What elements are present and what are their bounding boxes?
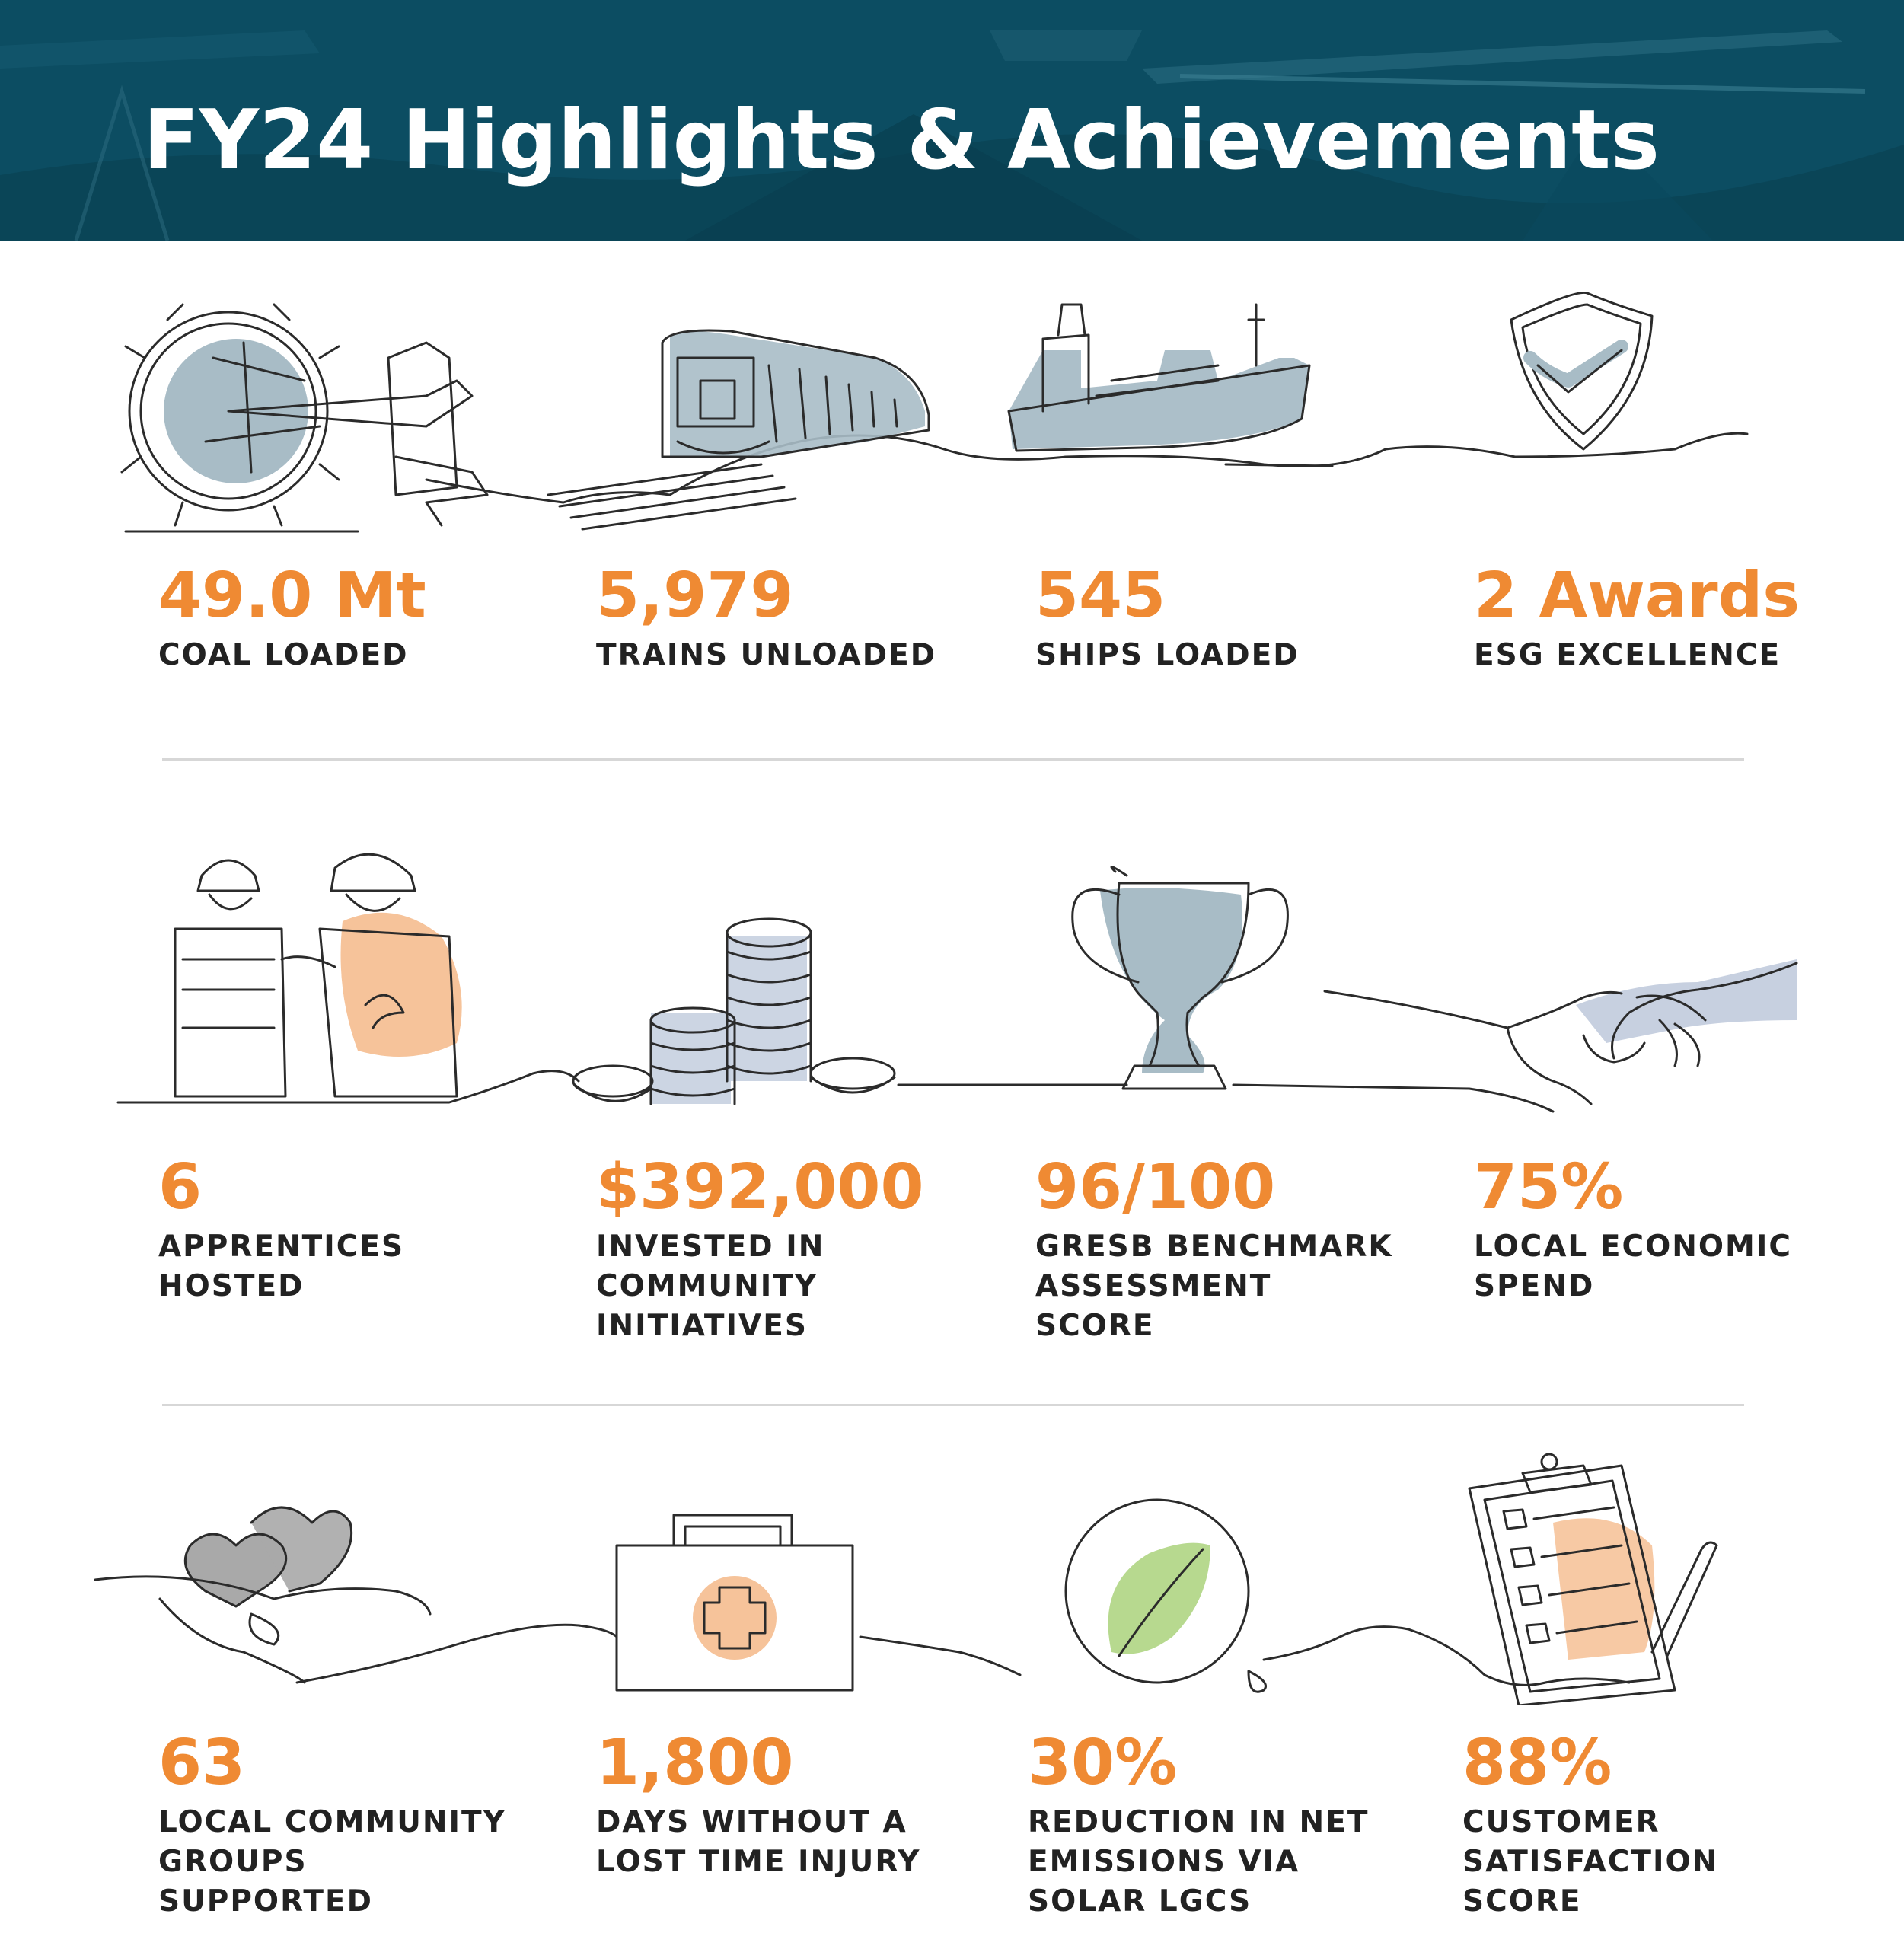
stat-caption: INVESTED IN COMMUNITY INITIATIVES xyxy=(596,1230,825,1343)
stat-value: 63 xyxy=(158,1727,246,1799)
stat-community-groups xyxy=(158,1727,554,1922)
clipboard-checklist-icon xyxy=(1469,1454,1717,1705)
ship-icon xyxy=(1009,305,1332,466)
stat-local-spend xyxy=(1474,1151,1870,1306)
stat-caption: REDUCTION IN NET EMISSIONS VIA SOLAR LGCS xyxy=(1028,1805,1370,1919)
first-aid-kit-icon xyxy=(617,1515,853,1690)
shield-check-icon xyxy=(1511,292,1652,449)
stat-caption: COAL LOADED xyxy=(158,638,409,672)
stat-value: 5,979 xyxy=(596,560,794,632)
row-3-continuous-line xyxy=(297,1625,1629,1685)
hand-hearts-icon xyxy=(95,1507,430,1683)
row-2-illustrations xyxy=(0,830,1904,1127)
stat-value: 1,800 xyxy=(596,1727,794,1799)
stat-esg-awards xyxy=(1474,560,1870,675)
row-1-continuous-line xyxy=(126,433,1747,531)
row-3-illustrations xyxy=(0,1447,1904,1705)
trophy-icon xyxy=(1073,867,1288,1089)
stat-caption: LOCAL ECONOMIC SPEND xyxy=(1474,1230,1792,1303)
stat-caption: GRESB BENCHMARK ASSESSMENT SCORE xyxy=(1035,1230,1393,1343)
stat-caption: ESG EXCELLENCE xyxy=(1474,638,1781,672)
stat-days-without-lti xyxy=(596,1727,992,1882)
header-banner xyxy=(0,0,1904,241)
stat-trains-unloaded xyxy=(596,560,992,675)
stat-value: 2 Awards xyxy=(1474,560,1800,632)
stat-gresb-score xyxy=(1035,1151,1431,1346)
row-divider-1 xyxy=(162,758,1744,761)
stat-emissions-reduction xyxy=(1028,1727,1424,1922)
stat-community-investment xyxy=(596,1151,992,1346)
stat-caption: DAYS WITHOUT A LOST TIME INJURY xyxy=(596,1805,921,1879)
row-1-illustrations xyxy=(0,282,1904,548)
stat-value: 6 xyxy=(158,1151,203,1223)
workers-icon xyxy=(175,854,462,1096)
stat-value: $392,000 xyxy=(596,1151,924,1223)
stat-value: 75% xyxy=(1474,1151,1624,1223)
coin-stacks-icon xyxy=(573,919,895,1104)
stat-value: 545 xyxy=(1035,560,1166,632)
stat-value: 88% xyxy=(1462,1727,1612,1799)
stat-caption: SHIPS LOADED xyxy=(1035,638,1300,672)
stat-caption: TRAINS UNLOADED xyxy=(596,638,937,672)
stat-caption: APPRENTICES HOSTED xyxy=(158,1230,405,1303)
stat-value: 30% xyxy=(1028,1727,1178,1799)
stat-caption: CUSTOMER SATISFACTION SCORE xyxy=(1462,1805,1719,1919)
stat-value: 96/100 xyxy=(1035,1151,1276,1223)
stat-coal-loaded xyxy=(158,560,554,675)
stat-apprentices xyxy=(158,1151,554,1306)
train-icon xyxy=(548,330,929,529)
leaf-icon xyxy=(1066,1500,1266,1692)
stat-customer-satisfaction xyxy=(1462,1727,1858,1922)
stat-caption: LOCAL COMMUNITY GROUPS SUPPORTED xyxy=(158,1805,506,1919)
handshake-icon xyxy=(1325,959,1797,1104)
stat-value: 49.0 Mt xyxy=(158,560,426,632)
stat-ships-loaded xyxy=(1035,560,1431,675)
bucket-wheel-reclaimer-icon xyxy=(122,305,487,525)
page-title: FY24 Highlights & Achievements xyxy=(143,93,1660,188)
row-divider-2 xyxy=(162,1404,1744,1406)
